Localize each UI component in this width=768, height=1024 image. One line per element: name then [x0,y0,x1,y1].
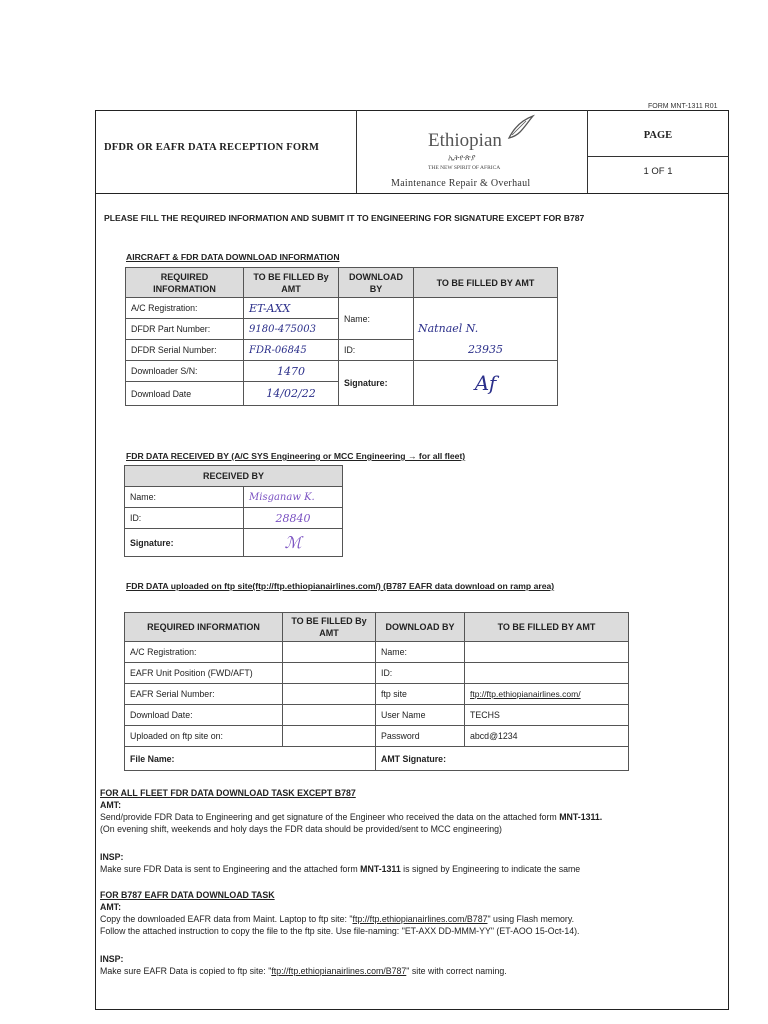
instruction-text: Make sure EAFR Data is copied to ftp site: " [100,966,272,976]
field-label: ID: [125,508,244,529]
field-label: Signature: [125,529,244,557]
insp-label: INSP: [100,852,124,862]
amt-instruction [100,811,602,823]
signature[interactable]: ℳ [244,529,343,557]
ftp-b787-link[interactable]: ftp://ftp.ethiopianairlines.com/B787 [352,914,488,924]
field-value[interactable] [465,642,629,663]
field-label: EAFR Serial Number: [125,684,283,705]
instruction-text: Send/provide FDR Data to Engineering and get signature of the Engineer who received the data on the attached form [100,812,560,822]
field-value[interactable]: Misganaw K. [244,487,343,508]
field-label: ID: [339,340,414,361]
field-label: Password [376,726,465,747]
column-header: TO BE FILLED BY AMT [414,268,558,298]
field-label: Download Date [126,382,244,406]
field-value[interactable] [283,726,376,747]
section-title-ftp-upload: FDR DATA uploaded on ftp site(ftp://ftp.ethiopianairlines.com/) (B787 EAFR data download on ramp area) [126,581,555,591]
instruction-text: " using Flash memory. [487,914,575,924]
section-title-received-by: FDR DATA RECEIVED BY (A/C SYS Engineering or MCC Engineering → for all fleet) [126,451,466,461]
logo-wordmark: Ethiopian [428,130,502,151]
instruction-text: Make sure FDR Data is sent to Engineering and the attached form [100,864,361,874]
amt-label: AMT: [100,800,122,810]
column-header: DOWNLOAD BY [376,613,465,642]
field-value[interactable]: abcd@1234 [465,726,629,747]
instructions [100,787,602,977]
download-by-name[interactable]: Natnael N. [418,322,479,335]
field-value[interactable]: 14/02/22 [244,382,339,406]
logo-amharic: ኢትዮጵያ [448,153,476,162]
ethiopian-logo [356,112,587,192]
field-label: User Name [376,705,465,726]
header-divider [95,193,729,194]
page-label: PAGE [643,130,673,141]
field-value[interactable] [465,663,629,684]
b787-insp-label: INSP: [100,954,124,964]
feather-icon [506,114,536,140]
ftp-b787-link[interactable]: ftp://ftp.ethiopianairlines.com/B787 [271,966,407,976]
column-header: RECEIVED BY [125,466,343,487]
page-box-divider [587,156,729,157]
received-by-table [124,465,343,557]
field-label: Name: [339,298,414,340]
instruction-text: " site with correct naming. [406,966,507,976]
logo-tagline: THE NEW SPIRIT OF AFRICA [428,165,501,171]
field-label: ftp site [376,684,465,705]
b787-instruction [100,913,602,925]
column-header: DOWNLOAD BY [339,268,414,298]
form-number: FORM MNT-1311 R01 [648,103,718,110]
field-value[interactable]: 23935 [414,340,558,361]
field-value[interactable]: ET-AXX [244,298,339,319]
field-value[interactable] [283,642,376,663]
b787-insp-instruction [100,965,602,977]
field-value[interactable]: TECHS [465,705,629,726]
field-label: Downloader S/N: [126,361,244,382]
instruction-text: is signed by Engineering to indicate the same [400,864,581,874]
all-fleet-title: FOR ALL FLEET FDR DATA DOWNLOAD TASK EXCEPT B787 [100,788,356,798]
ftp-upload-table [124,612,629,771]
field-label: EAFR Unit Position (FWD/AFT) [125,663,283,684]
field-label: DFDR Part Number: [126,319,244,340]
b787-amt-label: AMT: [100,902,122,912]
aircraft-fdr-table [125,267,558,406]
header-separator [587,110,588,193]
field-label: DFDR Serial Number: [126,340,244,361]
column-header: REQUIRED INFORMATION [125,613,283,642]
amt-note: (On evening shift, weekends and holy days the FDR data should be provided/sent to MCC engineering) [100,824,502,834]
field-label: AMT Signature: [376,747,629,771]
form-reference: MNT-1311 [360,864,401,874]
field-value[interactable] [283,684,376,705]
b787-title: FOR B787 EAFR DATA DOWNLOAD TASK [100,890,275,900]
field-label: Download Date: [125,705,283,726]
field-label: Uploaded on ftp site on: [125,726,283,747]
insp-instruction [100,863,602,875]
logo-mro: Maintenance Repair & Overhaul [391,178,531,189]
field-value[interactable] [283,663,376,684]
section-title-aircraft-fdr: AIRCRAFT & FDR DATA DOWNLOAD INFORMATION [126,252,340,262]
field-value[interactable]: 28840 [244,508,343,529]
field-value[interactable] [283,705,376,726]
instruction-text: Copy the downloaded EAFR data from Maint. Laptop to ftp site: " [100,914,353,924]
form-title: DFDR OR EAFR DATA RECEPTION FORM [104,142,320,153]
column-header: TO BE FILLED BY AMT [465,613,629,642]
field-value[interactable]: 1470 [244,361,339,382]
field-label: A/C Registration: [125,642,283,663]
field-value[interactable]: 9180-475003 [244,319,339,340]
field-label: Signature: [339,361,414,406]
field-label: Name: [376,642,465,663]
intro-instruction: PLEASE FILL THE REQUIRED INFORMATION AND SUBMIT IT TO ENGINEERING FOR SIGNATURE EXCEPT FOR B787 [104,213,585,223]
field-label: A/C Registration: [126,298,244,319]
field-label: ID: [376,663,465,684]
column-header: REQUIRED INFORMATION [126,268,244,298]
form-reference: MNT-1311. [559,812,603,822]
page-value: 1 OF 1 [643,166,673,177]
ftp-link[interactable]: ftp://ftp.ethiopianairlines.com/ [465,684,629,705]
field-label: File Name: [125,747,376,771]
field-value[interactable]: FDR-06845 [244,340,339,361]
column-header: TO BE FILLED By AMT [283,613,376,642]
signature[interactable]: Af [414,361,558,406]
column-header: TO BE FILLED By AMT [244,268,339,298]
b787-naming-note: Follow the attached instruction to copy the file to the ftp site. Use file-naming: "ET-AXX DD-MMM-YY" (ET-AOO 15-Oct-14). [100,926,580,936]
field-label: Name: [125,487,244,508]
